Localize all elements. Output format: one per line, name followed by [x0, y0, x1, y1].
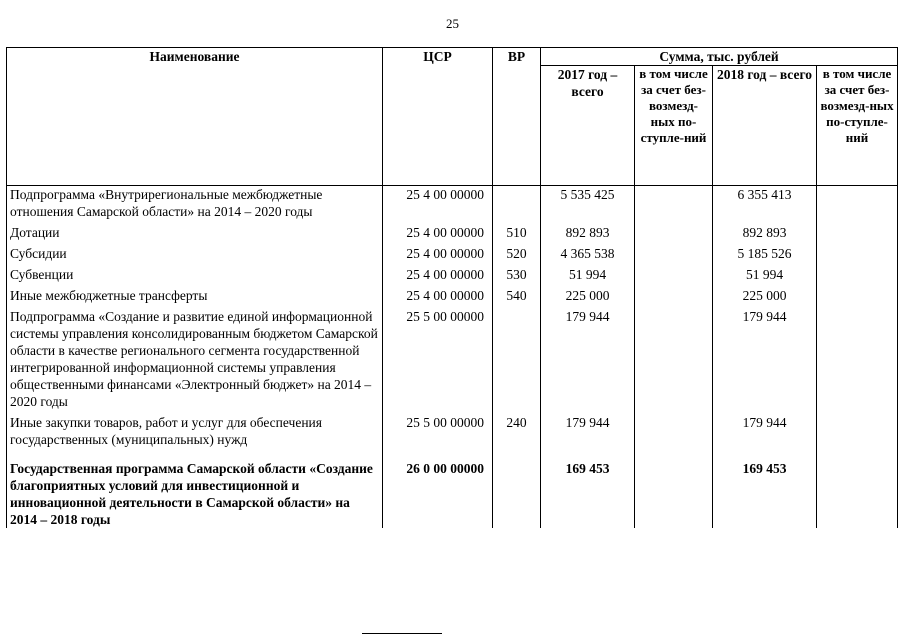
table-body — [7, 186, 898, 529]
header-2018-total: 2018 год – всего — [713, 66, 817, 186]
footer-divider — [362, 633, 442, 634]
row-name: Подпрограмма «Внутрирегиональные межбюджетные отношения Самарской области» на 2014 – 2020 годы — [7, 186, 383, 221]
row-vr — [493, 308, 541, 410]
row-2018-grants — [817, 414, 898, 448]
row-name: Иные закупки товаров, работ и услуг для обеспечения государственных (муниципальных) нужд — [7, 414, 383, 448]
row-2017-grants — [635, 224, 713, 241]
table-row — [7, 287, 898, 304]
row-2018-grants — [817, 287, 898, 304]
row-name: Дотации — [7, 224, 383, 241]
row-2017-grants — [635, 245, 713, 262]
row-vr: 240 — [493, 414, 541, 448]
row-2017-total: 892 893 — [541, 224, 635, 241]
row-2018-total: 179 944 — [713, 308, 817, 410]
row-csr: 25 4 00 00000 — [383, 266, 493, 283]
row-vr: 530 — [493, 266, 541, 283]
row-2017-grants — [635, 186, 713, 221]
row-2017-total: 51 994 — [541, 266, 635, 283]
header-sum: Сумма, тыс. рублей — [541, 48, 898, 66]
table-row — [7, 308, 898, 410]
row-vr — [493, 448, 541, 528]
header-csr: ЦСР — [383, 48, 493, 186]
row-vr: 510 — [493, 224, 541, 241]
row-csr: 25 5 00 00000 — [383, 308, 493, 410]
table-row — [7, 245, 898, 262]
row-2018-grants — [817, 186, 898, 221]
row-2017-grants — [635, 308, 713, 410]
row-2017-grants — [635, 287, 713, 304]
row-2018-grants — [817, 266, 898, 283]
page-number: 25 — [446, 16, 459, 31]
header-2018-grants: в том числе за счет без-возмезд-ных по-ступле-ний — [817, 66, 898, 186]
table-row — [7, 224, 898, 241]
row-csr: 25 4 00 00000 — [383, 245, 493, 262]
table-row — [7, 414, 898, 448]
table-row-program-total — [7, 448, 898, 528]
row-vr — [493, 186, 541, 221]
row-2018-grants — [817, 224, 898, 241]
row-2017-total: 179 944 — [541, 308, 635, 410]
row-vr: 520 — [493, 245, 541, 262]
row-2018-grants — [817, 308, 898, 410]
row-2017-total: 4 365 538 — [541, 245, 635, 262]
row-csr: 25 4 00 00000 — [383, 186, 493, 221]
row-2017-total: 225 000 — [541, 287, 635, 304]
row-2018-total: 179 944 — [713, 414, 817, 448]
row-name: Подпрограмма «Создание и развитие единой информационной системы управления консолидированным бюджетом Самарской области в качестве регионального сегмента государственной интегрированной информационной системы управления общественными финансами «Электронный бюджет» на 2014 – 2020 годы — [7, 308, 383, 410]
row-2018-grants — [817, 245, 898, 262]
row-csr: 25 4 00 00000 — [383, 224, 493, 241]
row-name: Субсидии — [7, 245, 383, 262]
row-2017-total: 5 535 425 — [541, 186, 635, 221]
row-2018-total: 892 893 — [713, 224, 817, 241]
row-2018-total: 169 453 — [713, 448, 817, 528]
row-csr: 26 0 00 00000 — [383, 448, 493, 528]
row-name: Субвенции — [7, 266, 383, 283]
header-vr: ВР — [493, 48, 541, 186]
table-header — [7, 48, 898, 186]
row-2017-grants — [635, 448, 713, 528]
row-2017-grants — [635, 266, 713, 283]
row-csr: 25 4 00 00000 — [383, 287, 493, 304]
row-2018-total: 225 000 — [713, 287, 817, 304]
table-row — [7, 186, 898, 221]
header-2017-grants: в том числе за счет без-возмезд-ных по-ступле-ний — [635, 66, 713, 186]
budget-table — [6, 47, 898, 528]
row-2018-total: 51 994 — [713, 266, 817, 283]
row-name: Государственная программа Самарской области «Создание благоприятных условий для инвестиционной и инновационной деятельности в Самарской области» на 2014 – 2018 годы — [7, 448, 383, 528]
row-csr: 25 5 00 00000 — [383, 414, 493, 448]
row-2018-total: 5 185 526 — [713, 245, 817, 262]
table-row — [7, 266, 898, 283]
row-2017-total: 179 944 — [541, 414, 635, 448]
header-2017-total: 2017 год – всего — [541, 66, 635, 186]
header-name: Наименование — [7, 48, 383, 186]
row-2018-total: 6 355 413 — [713, 186, 817, 221]
row-name: Иные межбюджетные трансферты — [7, 287, 383, 304]
row-2017-grants — [635, 414, 713, 448]
row-2017-total: 169 453 — [541, 448, 635, 528]
row-2018-grants — [817, 448, 898, 528]
row-vr: 540 — [493, 287, 541, 304]
